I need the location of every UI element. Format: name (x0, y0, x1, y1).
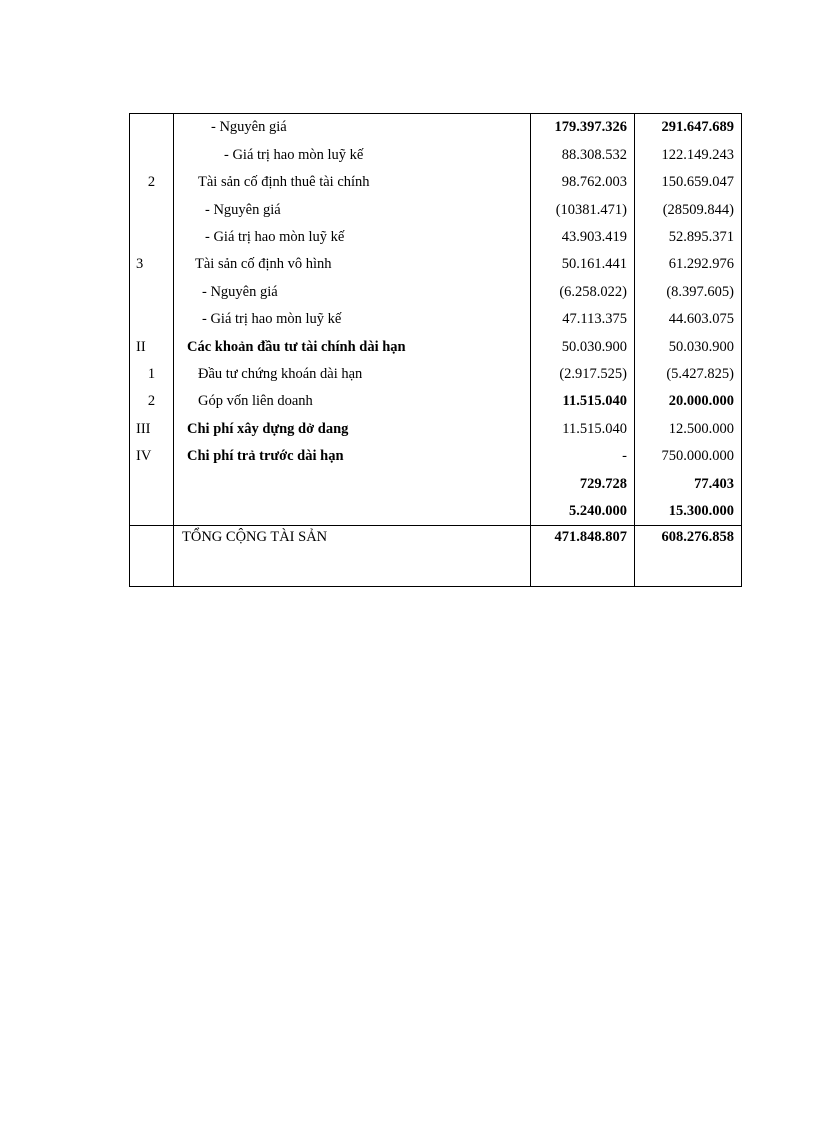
row-label: Tài sản cố định thuê tài chính (174, 169, 531, 196)
row-number (130, 306, 174, 333)
row-number (130, 497, 174, 525)
row-label: Các khoản đầu tư tài chính dài hạn (174, 333, 531, 360)
total-label: TỔNG CỘNG TÀI SẢN (174, 525, 531, 586)
row-number (130, 196, 174, 223)
value-col-2: 15.300.000 (635, 497, 742, 525)
table-row (130, 415, 742, 442)
table-row (130, 251, 742, 278)
table-row (130, 169, 742, 196)
row-number (130, 224, 174, 251)
value-col-2: 44.603.075 (635, 306, 742, 333)
row-number (130, 278, 174, 305)
table-row (130, 470, 742, 497)
row-number: III (130, 415, 174, 442)
row-number: IV (130, 443, 174, 470)
value-col-1: - (531, 443, 635, 470)
table-row (130, 141, 742, 168)
value-col-1: 47.113.375 (531, 306, 635, 333)
table-row (130, 443, 742, 470)
row-label: Tài sản cố định vô hình (174, 251, 531, 278)
row-label: Góp vốn liên doanh (174, 388, 531, 415)
value-col-1: 43.903.419 (531, 224, 635, 251)
row-label (174, 470, 531, 497)
value-col-2: 291.647.689 (635, 114, 742, 142)
total-value-col-2: 608.276.858 (635, 525, 742, 586)
table-row (130, 388, 742, 415)
value-col-1: 11.515.040 (531, 415, 635, 442)
table-row (130, 306, 742, 333)
row-label: - Giá trị hao mòn luỹ kế (174, 141, 531, 168)
row-number: 2 (130, 388, 174, 415)
value-col-2: 52.895.371 (635, 224, 742, 251)
value-col-1: 179.397.326 (531, 114, 635, 142)
value-col-2: 77.403 (635, 470, 742, 497)
row-number (130, 141, 174, 168)
value-col-1: 11.515.040 (531, 388, 635, 415)
row-label: - Nguyên giá (174, 114, 531, 142)
value-col-2: 122.149.243 (635, 141, 742, 168)
value-col-2: 20.000.000 (635, 388, 742, 415)
table-row (130, 114, 742, 142)
value-col-1: 50.161.441 (531, 251, 635, 278)
value-col-1: (6.258.022) (531, 278, 635, 305)
total-value-col-1: 471.848.807 (531, 525, 635, 586)
table-row (130, 497, 742, 525)
value-col-1: 50.030.900 (531, 333, 635, 360)
value-col-2: (8.397.605) (635, 278, 742, 305)
row-number (130, 470, 174, 497)
value-col-1: (2.917.525) (531, 361, 635, 388)
table-row (130, 361, 742, 388)
table-row (130, 196, 742, 223)
row-label: Chi phí trả trước dài hạn (174, 443, 531, 470)
table-row (130, 333, 742, 360)
value-col-1: 5.240.000 (531, 497, 635, 525)
value-col-2: 12.500.000 (635, 415, 742, 442)
row-number: 2 (130, 169, 174, 196)
total-number (130, 525, 174, 586)
row-number: 1 (130, 361, 174, 388)
row-number: 3 (130, 251, 174, 278)
row-number (130, 114, 174, 142)
row-number: II (130, 333, 174, 360)
row-label (174, 497, 531, 525)
row-label: - Giá trị hao mòn luỹ kế (174, 306, 531, 333)
total-row (130, 525, 742, 586)
value-col-2: 50.030.900 (635, 333, 742, 360)
value-col-2: 750.000.000 (635, 443, 742, 470)
row-label: - Giá trị hao mòn luỹ kế (174, 224, 531, 251)
row-label: Chi phí xây dựng dở dang (174, 415, 531, 442)
value-col-2: (28509.844) (635, 196, 742, 223)
row-label: - Nguyên giá (174, 278, 531, 305)
value-col-1: 729.728 (531, 470, 635, 497)
value-col-2: 61.292.976 (635, 251, 742, 278)
value-col-2: 150.659.047 (635, 169, 742, 196)
table-row (130, 278, 742, 305)
value-col-1: (10381.471) (531, 196, 635, 223)
table-row (130, 224, 742, 251)
row-label: Đầu tư chứng khoán dài hạn (174, 361, 531, 388)
value-col-2: (5.427.825) (635, 361, 742, 388)
value-col-1: 98.762.003 (531, 169, 635, 196)
value-col-1: 88.308.532 (531, 141, 635, 168)
balance-sheet-table (129, 113, 742, 587)
row-label: - Nguyên giá (174, 196, 531, 223)
